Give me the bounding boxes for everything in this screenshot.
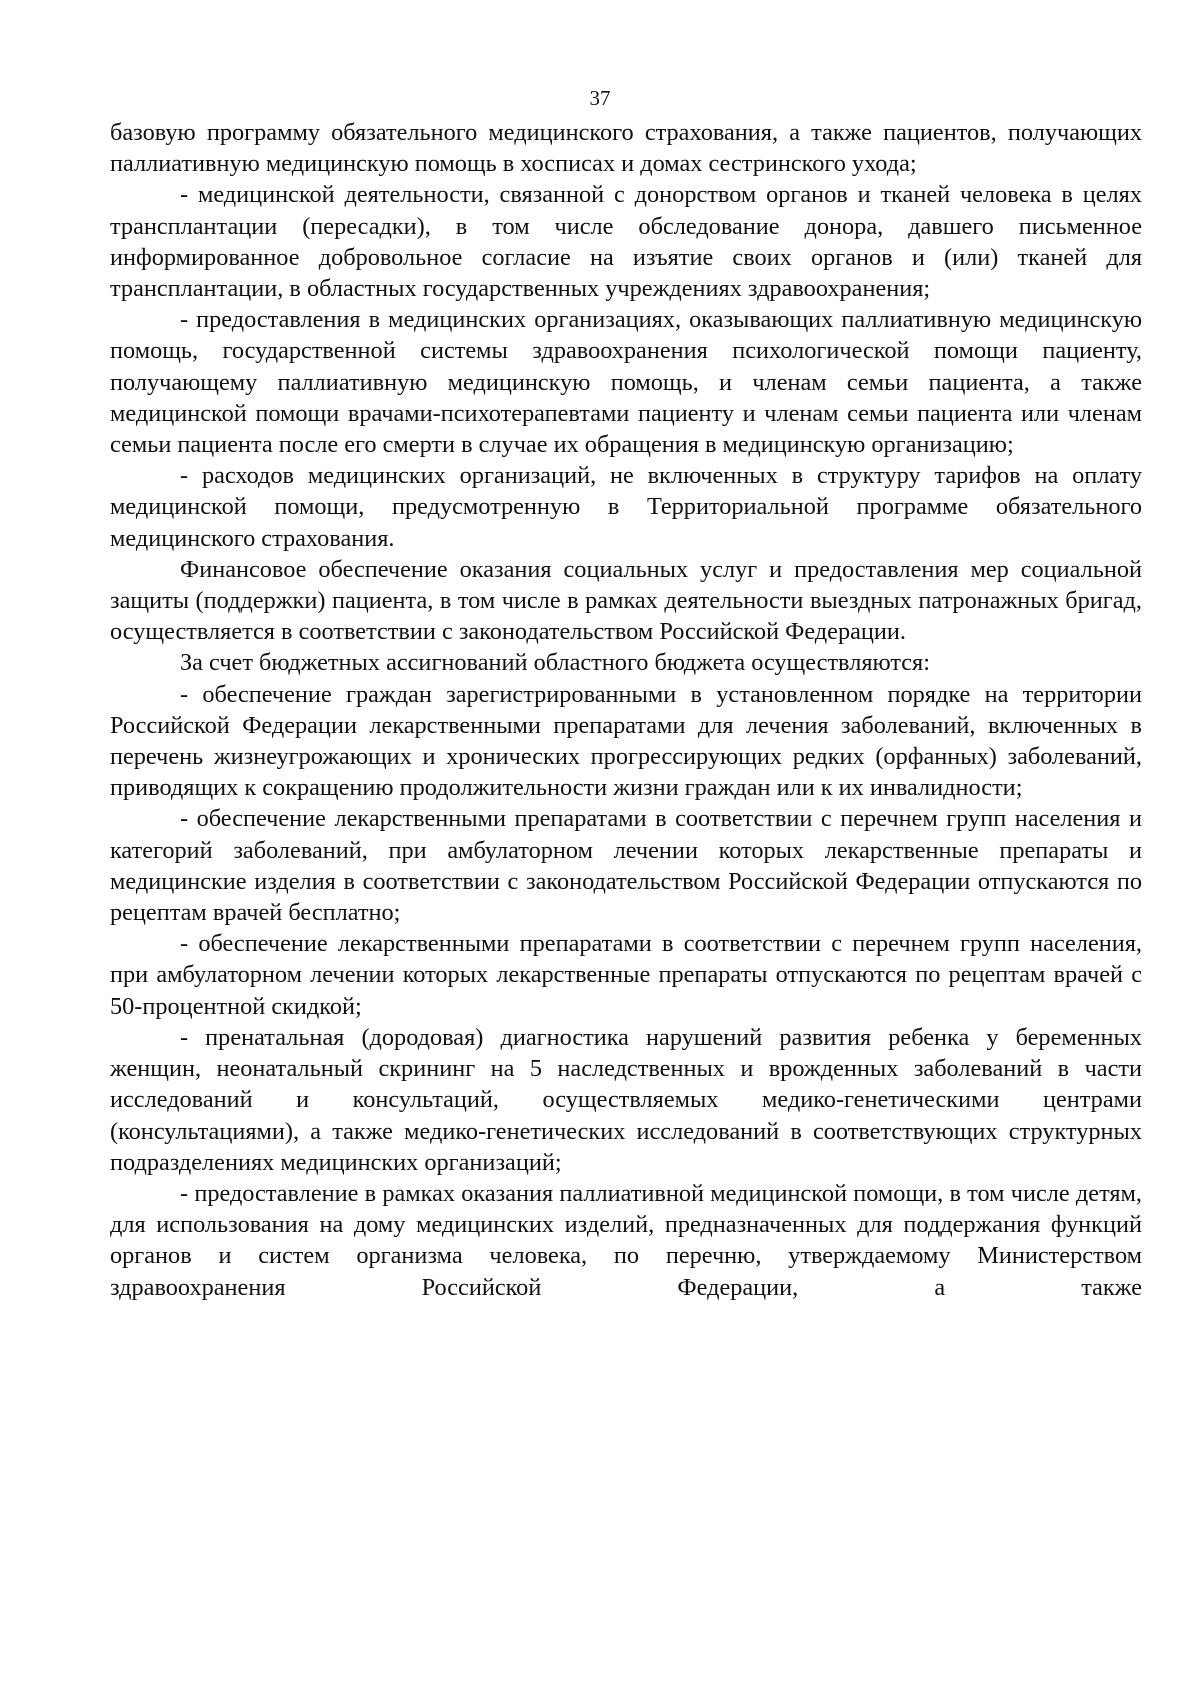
paragraph-1: базовую программу обязательного медицинского страхования, а также пациентов, получающих паллиативную медицинскую помощь в хосписах и домах сестринского ухода; <box>110 119 1142 178</box>
paragraph-2: - медицинской деятельности, связанной с донорством органов и тканей человека в целях трансплантации (пересадки), в том числе обследование донора, давшего письменное информированное добровольное согласие на изъятие своих органов и (или) тканей для трансплантации, в областных государственных учреждениях здравоохранения; <box>110 181 1142 303</box>
paragraph-3: - предоставления в медицинских организациях, оказывающих паллиативную медицинскую помощь, государственной системы здравоохранения психологической помощи пациенту, получающему паллиативную медицинскую помощь, и членам семьи пациента, а также медицинской помощи врачами-психотерапевтами пациенту и членам семьи пациента или членам семьи пациента после его смерти в случае их обращения в медицинскую организацию; <box>110 306 1142 459</box>
paragraph-7: - обеспечение граждан зарегистрированными в установленном порядке на территории Российской Федерации лекарственными препаратами для лечения заболеваний, включенных в перечень жизнеугрожающих и хронических прогрессирующих редких (орфанных) заболеваний, приводящих к сокращению продолжительности жизни граждан или к их инвалидности; <box>110 680 1142 802</box>
paragraph-9: - обеспечение лекарственными препаратами в соответствии с перечнем групп населения, при амбулаторном лечении которых лекарственные препараты отпускаются по рецептам врачей с 50-процентной скидкой; <box>110 930 1142 1020</box>
paragraph-5: Финансовое обеспечение оказания социальных услуг и предоставления мер социальной защиты (поддержки) пациента, в том числе в рамках деятельности выездных патронажных бригад, осуществляется в соответствии с законодательством Российской Федерации. <box>110 555 1142 646</box>
page-number: 37 <box>589 86 611 110</box>
paragraph-8: - обеспечение лекарственными препаратами в соответствии с перечнем групп населения и категорий заболеваний, при амбулаторном лечении которых лекарственные препараты и медицинские изделия в соответствии с законодательством Российской Федерации отпускаются по рецептам врачей бесплатно; <box>110 805 1142 927</box>
paragraph-10: - пренатальная (дородовая) диагностика нарушений развития ребенка у беременных женщин, неонатальный скрининг на 5 наследственных и врожденных заболеваний в части исследований и консультаций, осуществляемых медико-генетическими центрами (консультациями), а также медико-генетических исследований в соответствующих структурных подразделениях медицинских организаций; <box>110 1023 1142 1176</box>
paragraph-6: За счет бюджетных ассигнований областного бюджета осуществляются: <box>180 649 930 677</box>
document-body <box>110 117 1142 1303</box>
paragraph-4: - расходов медицинских организаций, не включенных в структуру тарифов на оплату медицинской помощи, предусмотренную в Территориальной программе обязательного медицинского страхования. <box>110 462 1142 552</box>
paragraph-11: - предоставление в рамках оказания паллиативной медицинской помощи, в том числе детям, для использования на дому медицинских изделий, предназначенных для поддержания функций органов и систем организма человека, по перечню, утверждаемому Министерством здравоохранения Российской Федерации, а также <box>110 1179 1142 1301</box>
